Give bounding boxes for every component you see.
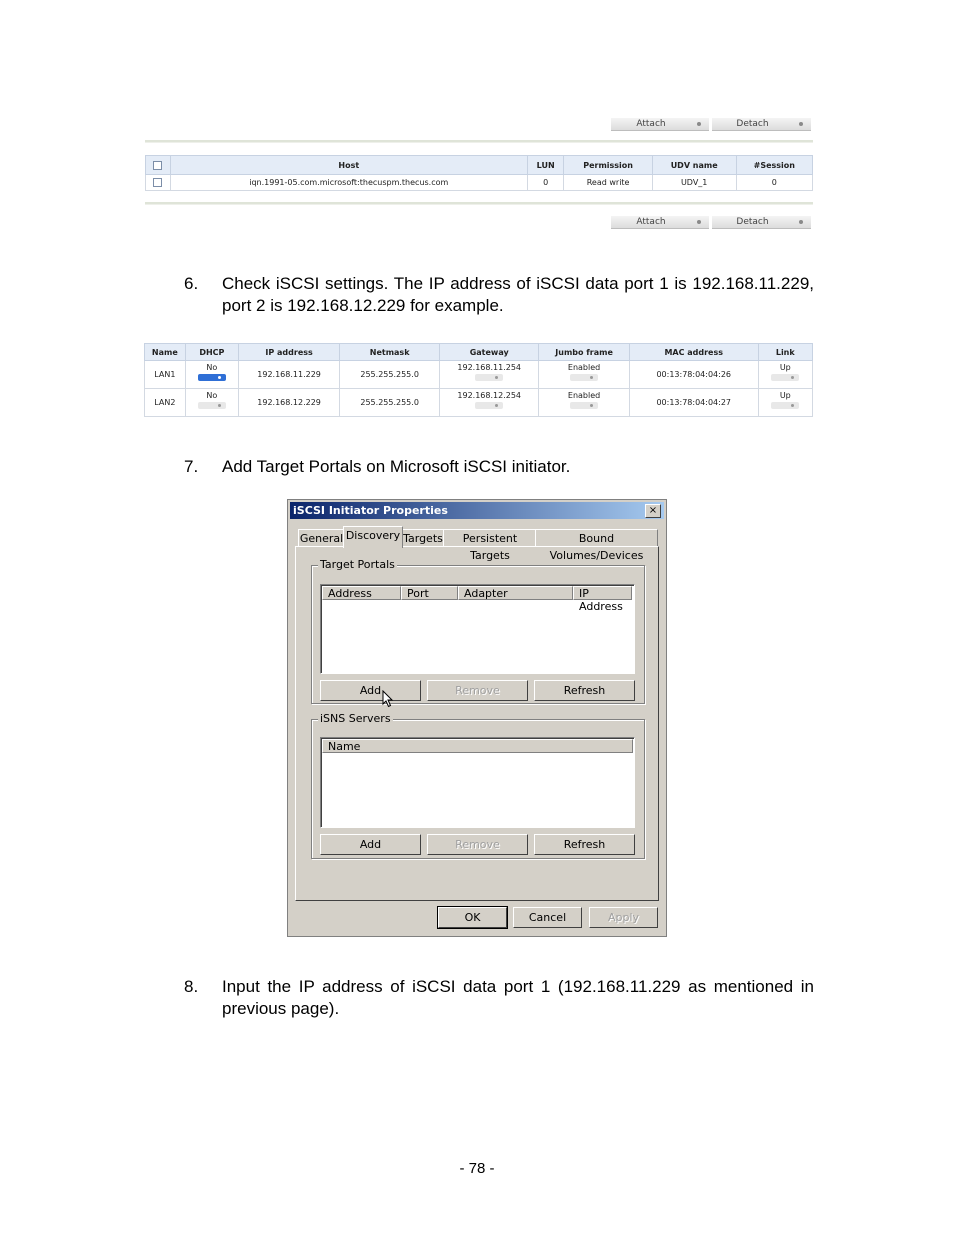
step-number: 8. (184, 977, 199, 996)
col-dhcp: DHCP (185, 344, 238, 361)
dhcp-toggle[interactable] (198, 402, 226, 409)
netmask-cell: 255.255.255.0 (340, 389, 440, 417)
link-cell (758, 389, 812, 417)
close-icon[interactable]: × (645, 504, 661, 518)
target-portals-label: Target Portals (320, 558, 395, 571)
name-cell: LAN1 (145, 361, 186, 389)
col-lun: LUN (527, 156, 564, 175)
divider (145, 202, 813, 205)
step-text: Input the IP address of iSCSI data port 1 (192.168.11.229 as mentioned in previous page). (222, 977, 814, 1018)
col-netmask: Netmask (340, 344, 440, 361)
col-permission: Permission (564, 156, 652, 175)
tab-persistent-targets[interactable]: Persistent Targets (443, 529, 537, 547)
col-host: Host (170, 156, 527, 175)
step-number: 6. (184, 274, 199, 293)
jumbo-cell (539, 361, 630, 389)
table-row (145, 361, 813, 389)
tab-discovery[interactable]: Discovery (343, 526, 403, 548)
jumbo-label: Enabled (567, 391, 601, 400)
col-mac: MAC address (629, 344, 758, 361)
isns-servers-group (311, 712, 645, 859)
link-toggle[interactable] (771, 374, 799, 381)
target-portals-list[interactable] (320, 584, 635, 674)
apply-button[interactable]: Apply (589, 907, 658, 928)
divider (145, 140, 813, 143)
jumbo-toggle[interactable] (570, 374, 598, 381)
refresh-portal-button[interactable]: Refresh (534, 680, 635, 701)
udv-cell: UDV_1 (652, 175, 736, 191)
col-udv-name: UDV name (652, 156, 736, 175)
remove-portal-button[interactable]: Remove (427, 680, 528, 701)
mac-cell: 00:13:78:04:04:26 (629, 361, 758, 389)
dialog-titlebar[interactable] (290, 502, 664, 519)
col-ip-address[interactable]: IP Address (573, 586, 632, 600)
gateway-toggle[interactable] (475, 374, 503, 381)
page-number: - 78 - (459, 1160, 495, 1177)
mouse-cursor-icon (382, 690, 394, 708)
target-portals-group (311, 558, 645, 704)
dhcp-label: No (206, 391, 218, 400)
dot-icon (697, 220, 701, 224)
gateway-cell (440, 361, 539, 389)
dhcp-cell (185, 361, 238, 389)
step-text: Add Target Portals on Microsoft iSCSI initiator. (222, 457, 571, 476)
mac-cell: 00:13:78:04:04:27 (629, 389, 758, 417)
link-cell (758, 361, 812, 389)
detach-button-bottom[interactable] (712, 216, 811, 229)
step-number: 7. (184, 457, 199, 476)
col-gateway: Gateway (440, 344, 539, 361)
remove-isns-button[interactable]: Remove (427, 834, 528, 855)
table-row (145, 389, 813, 417)
tab-bound-volumes[interactable]: Bound Volumes/Devices (535, 529, 658, 547)
link-label: Up (779, 363, 791, 372)
refresh-isns-button[interactable]: Refresh (534, 834, 635, 855)
row-checkbox[interactable] (146, 175, 171, 191)
jumbo-cell (539, 389, 630, 417)
dialog-title: iSCSI Initiator Properties (293, 504, 448, 517)
discovery-panel (295, 546, 659, 901)
dot-icon (799, 122, 803, 126)
gateway-cell (440, 389, 539, 417)
lun-cell: 0 (527, 175, 564, 191)
dhcp-toggle[interactable] (198, 374, 226, 381)
col-name: Name (145, 344, 186, 361)
detach-button-top[interactable] (712, 118, 811, 131)
step-7 (184, 456, 814, 478)
select-all-checkbox[interactable] (146, 156, 171, 175)
netmask-cell: 255.255.255.0 (340, 361, 440, 389)
ip-cell: 192.168.11.229 (239, 361, 340, 389)
attach-label: Attach (636, 119, 666, 129)
session-cell: 0 (736, 175, 812, 191)
gateway-value: 192.168.11.254 (457, 363, 522, 372)
tab-general[interactable]: General (298, 529, 345, 547)
add-portal-button[interactable]: Add (320, 680, 421, 701)
col-session: #Session (736, 156, 812, 175)
col-port[interactable]: Port (401, 586, 458, 600)
ip-cell: 192.168.12.229 (239, 389, 340, 417)
step-text: Check iSCSI settings. The IP address of iSCSI data port 1 is 192.168.11.229, port 2 is 192.168.12.229 for example. (222, 274, 814, 315)
step-6 (184, 273, 814, 319)
dhcp-label: No (206, 363, 218, 372)
ok-button[interactable]: OK (438, 907, 507, 928)
col-jumbo: Jumbo frame (539, 344, 630, 361)
isns-servers-label: iSNS Servers (320, 712, 391, 725)
gateway-value: 192.168.12.254 (457, 391, 522, 400)
host-table (145, 155, 813, 191)
dot-icon (697, 122, 701, 126)
col-link: Link (758, 344, 812, 361)
permission-cell: Read write (564, 175, 652, 191)
lan-table (144, 343, 813, 417)
host-cell: iqn.1991-05.com.microsoft:thecuspm.thecus.com (170, 175, 527, 191)
attach-button-bottom[interactable] (611, 216, 709, 229)
step-8 (184, 976, 814, 1022)
col-ip: IP address (239, 344, 340, 361)
attach-button-top[interactable] (611, 118, 709, 131)
col-adapter[interactable]: Adapter (458, 586, 573, 600)
detach-label: Detach (736, 217, 769, 227)
tab-targets[interactable]: Targets (401, 529, 445, 547)
table-row (146, 175, 813, 191)
detach-label: Detach (736, 119, 769, 129)
name-cell: LAN2 (145, 389, 186, 417)
jumbo-label: Enabled (567, 363, 601, 372)
cancel-button[interactable]: Cancel (513, 907, 582, 928)
attach-label: Attach (636, 217, 666, 227)
col-address[interactable]: Address (322, 586, 401, 600)
jumbo-toggle[interactable] (570, 402, 598, 409)
iscsi-initiator-dialog (287, 499, 667, 937)
dot-icon (799, 220, 803, 224)
link-toggle[interactable] (771, 402, 799, 409)
gateway-toggle[interactable] (475, 402, 503, 409)
add-isns-button[interactable]: Add (320, 834, 421, 855)
isns-servers-list[interactable] (320, 737, 635, 828)
col-name[interactable]: Name (322, 739, 633, 753)
dhcp-cell (185, 389, 238, 417)
link-label: Up (779, 391, 791, 400)
